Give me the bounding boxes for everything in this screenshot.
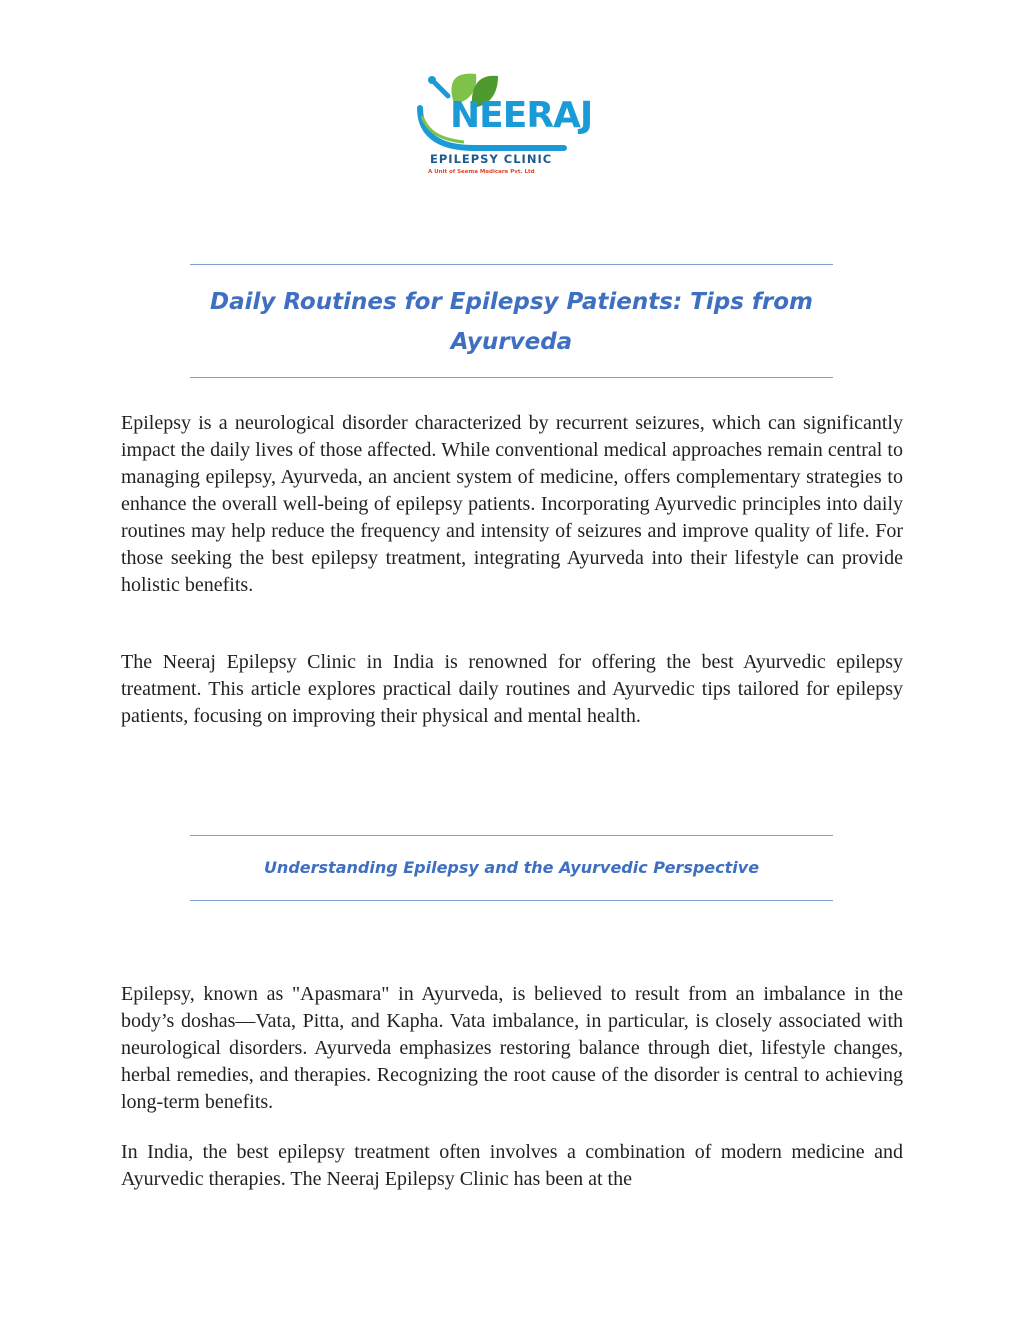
logo-subtitle: EPILEPSY CLINIC (430, 152, 553, 166)
page-title: Daily Routines for Epilepsy Patients: Tips from Ayurveda (209, 289, 814, 355)
intro-paragraph-2: The Neeraj Epilepsy Clinic in India is renowned for offering the best Ayurvedic epilepsy treatment. This article explores practical daily routines and Ayurvedic tips tailored for epilepsy patients, focusing on improving their physical and mental health. (121, 651, 903, 727)
section-rule-top (190, 835, 833, 836)
intro-paragraph-1: Epilepsy is a neurological disorder characterized by recurrent seizures, which can significantly impact the daily lives of those affected. While conventional medical approaches remain central to managing epilepsy, Ayurveda, an ancient system of medicine, offers complementary strategies to enhance the overall well-being of epilepsy patients. Incorporating Ayurvedic principles into daily routines may help reduce the frequency and intensity of seizures and improve quality of life. For those seeking the best epilepsy treatment, integrating Ayurveda into their lifestyle can provide holistic benefits. (121, 412, 903, 596)
logo-wordmark: NEERAJ (450, 95, 593, 136)
logo-tagline: A Unit of Seema Medicare Pvt. Ltd (428, 169, 535, 175)
section-paragraph-2: In India, the best epilepsy treatment often involves a combination of modern medicine and Ayurvedic therapies. The Neeraj Epilepsy Clinic has been at the (121, 1141, 903, 1190)
section-paragraph-1: Epilepsy, known as "Apasmara" in Ayurveda, is believed to result from an imbalance in the body’s doshas—Vata, Pitta, and Kapha. Vata imbalance, in particular, is closely associated with neurological disorders. Ayurveda emphasizes restoring balance through diet, lifestyle changes, herbal remedies, and therapies. Recognizing the root cause of the disorder is central to achieving long-term benefits. (121, 983, 903, 1113)
title-rule-bottom (190, 377, 833, 378)
section-rule-bottom (190, 900, 833, 901)
clinic-logo (414, 68, 593, 180)
title-rule-top (190, 264, 833, 265)
section-heading: Understanding Epilepsy and the Ayurvedic Perspective (263, 858, 760, 877)
